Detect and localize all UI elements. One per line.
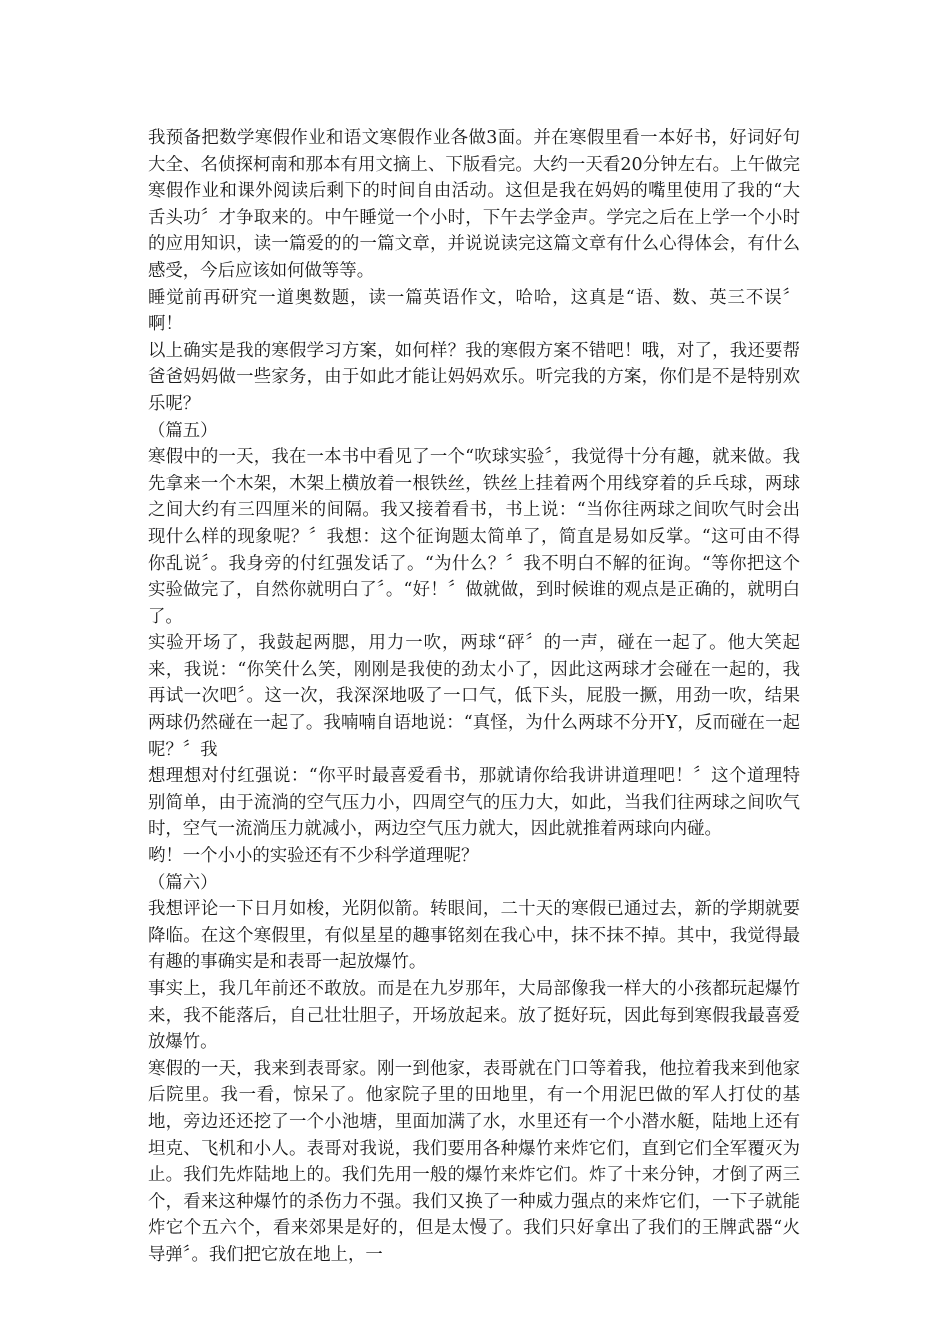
paragraph-bedtime-plan: 睡觉前再研究一道奥数题，读一篇英语作文，哈哈，这真是“语、数、英三不误〞啊！ — [148, 287, 800, 335]
paragraph-firecracker-history: 事实上，我几年前还不敢放。而是在九岁那年，大局部像我一样大的小孩都玩起爆竹来，我不能落后，自己壮壮胆子，开场放起来。放了挺好玩，因此每到寒假我最喜爱放爆竹。 — [148, 979, 800, 1053]
paragraph-cousin-visit: 寒假的一天，我来到表哥家。刚一到他家，表哥就在门口等着我，他拉着我来到他家后院里。我一看，惊呆了。他家院子里的田地里，有一个用泥巴做的军人打仗的基地，旁边还还挖了一个小池塘，里面加满了水，水里还有一个小潜水艇，陆地上还有坦克、飞机和小人。表哥对我说，我们要用各种爆竹来炸它们，直到它们全军覆灭为止。我们先炸陆地上的。我们先用一般的爆竹来炸它们。炸了十来分钟，才倒了两三个，看来这种爆竹的杀伤力不强。我们又换了一种威力强点的来炸它们，一下子就能炸它个五六个，看来郊果是好的，但是太慢了。我们只好拿出了我们的王牌武器“火导弹〞。我们把它放在地上，一 — [148, 1058, 800, 1265]
document-page — [148, 125, 800, 1269]
paragraph-experiment-start: 实验开场了，我鼓起两腮，用力一吹，两球“砰〞的一声，碰在一起了。他大笑起来，我说：“你笑什么笑，刚刚是我使的劲太小了，因此这两球才会碰在一起的，我再试一次吧〞。这一次，我深深地吸了一口气，低下头，屁股一撅，用劲一吹，结果两球仍然碰在一起了。我喃喃自语地说：“真怪，为什么两球不分开Y，反而碰在一起呢？〞我 — [148, 633, 800, 760]
section-heading-part-six: （篇六） — [148, 872, 218, 893]
section-heading-part-five: （篇五） — [148, 420, 218, 441]
paragraph-study-plan: 我预备把数学寒假作业和语文寒假作业各做3面。并在寒假里看一本好书，好词好句大全、名侦探柯南和那本有用文摘上、下版看完。大约一天看20分钟左右。上午做完寒假作业和课外阅读后剩下的时间自由活动。这但是我在妈妈的嘴里使用了我的“大舌头功〞才争取来的。中午睡觉一个小时，下午去学金声。学完之后在上学一个小时的应用知识，读一篇爱的的一篇文章，并说说读完这篇文章有什么心得体会，有什么感受，今后应该如何做等等。 — [148, 128, 800, 281]
paragraph-experiment-conclusion: 哟！一个小小的实验还有不少科学道理呢？ — [148, 846, 479, 867]
paragraph-experiment-explanation: 想理想对付红强说：“你平时最喜爱看书，那就请你给我讲讲道理吧！〞这个道理特别简单，由于流淌的空气压力小，四周空气的压力大，如此，当我们往两球之间吹气时，空气一流淌压力就减小，两边空气压力就大，因此就推着两球向内碰。 — [148, 766, 800, 840]
paragraph-plan-summary: 以上确实是我的寒假学习方案，如何样？我的寒假方案不错吧！哦，对了，我还要帮爸爸妈妈做一些家务，由于如此才能让妈妈欢乐。听完我的方案，你们是不是特别欢乐呢？ — [148, 340, 800, 414]
paragraph-experiment-intro: 寒假中的一天，我在一本书中看见了一个“吹球实验〞，我觉得十分有趣，就来做。我先拿来一个木架，木架上横放着一根铁丝，铁丝上挂着两个用线穿着的乒乓球，两球之间大约有三四厘米的间隔。我又接着看书，书上说：“当你往两球之间吹气时会出现什么样的现象呢？〞我想：这个征询题太简单了，简直是易如反掌。“这可由不得你乱说〞。我身旁的付红强发话了。“为什么？〞我不明白不解的征询。“等你把这个实验做完了，自然你就明白了〞。“好！〞做就做，到时候谁的观点是正确的，就明白了。 — [148, 447, 800, 627]
paragraph-winter-break: 我想评论一下日月如梭，光阴似箭。转眼间，二十天的寒假已通过去，新的学期就要降临。在这个寒假里，有似星星的趣事铭刻在我心中，抹不抹不掉。其中，我觉得最有趣的事确实是和表哥一起放爆竹。 — [148, 899, 800, 973]
